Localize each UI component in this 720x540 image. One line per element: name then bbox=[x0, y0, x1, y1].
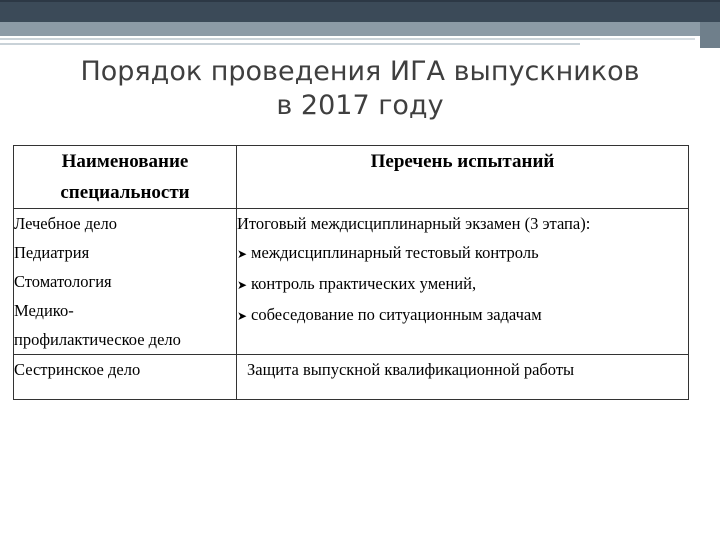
exam-table bbox=[13, 145, 689, 400]
header-specialty-line-2: специальности bbox=[60, 182, 190, 203]
specialty-item: Медико- bbox=[14, 301, 74, 320]
specialty-item: Лечебное дело bbox=[14, 214, 117, 233]
test-item-label: Защита выпускной квалификационной работы bbox=[247, 360, 575, 379]
table-header-row bbox=[14, 146, 689, 209]
table-row bbox=[14, 209, 689, 355]
header-tests-label: Перечень испытаний bbox=[370, 151, 555, 172]
arrow-bullet-icon: ➤ bbox=[237, 278, 248, 292]
tests-cell bbox=[237, 209, 689, 355]
decorative-stripe bbox=[600, 38, 695, 40]
tests-intro: Итоговый междисциплинарный экзамен (3 этапа): bbox=[237, 214, 591, 233]
test-item-label: собеседование по ситуационным задачам bbox=[251, 305, 542, 324]
specialty-cell bbox=[14, 355, 237, 400]
arrow-bullet-icon: ➤ bbox=[237, 309, 248, 323]
specialty-item: Педиатрия bbox=[14, 243, 90, 262]
decorative-stripe bbox=[0, 38, 615, 40]
slide-title-line-2: в 2017 году bbox=[276, 90, 444, 121]
test-item bbox=[237, 300, 688, 331]
test-item-label: междисциплинарный тестовый контроль bbox=[251, 243, 539, 262]
test-item bbox=[237, 238, 688, 269]
header-specialty bbox=[14, 146, 237, 209]
specialties-cell bbox=[14, 209, 237, 355]
table-row bbox=[14, 355, 689, 400]
top-banner-bar bbox=[0, 0, 720, 22]
slide-title-line-1: Порядок проведения ИГА выпускников bbox=[80, 56, 640, 87]
test-cell bbox=[237, 355, 689, 400]
top-banner-edge bbox=[0, 0, 720, 2]
arrow-bullet-icon: ➤ bbox=[237, 247, 248, 261]
corner-block bbox=[700, 22, 720, 48]
test-item-label: контроль практических умений, bbox=[251, 274, 477, 293]
specialty-item: Сестринское дело bbox=[14, 360, 141, 379]
specialty-item: профилактическое дело bbox=[14, 330, 181, 349]
slide-title bbox=[40, 55, 680, 123]
header-specialty-line-1: Наименование bbox=[61, 151, 189, 172]
specialty-item: Стоматология bbox=[14, 272, 112, 291]
test-item bbox=[237, 269, 688, 300]
accent-bar bbox=[0, 22, 720, 36]
header-tests bbox=[237, 146, 689, 209]
decorative-stripe bbox=[0, 43, 580, 45]
